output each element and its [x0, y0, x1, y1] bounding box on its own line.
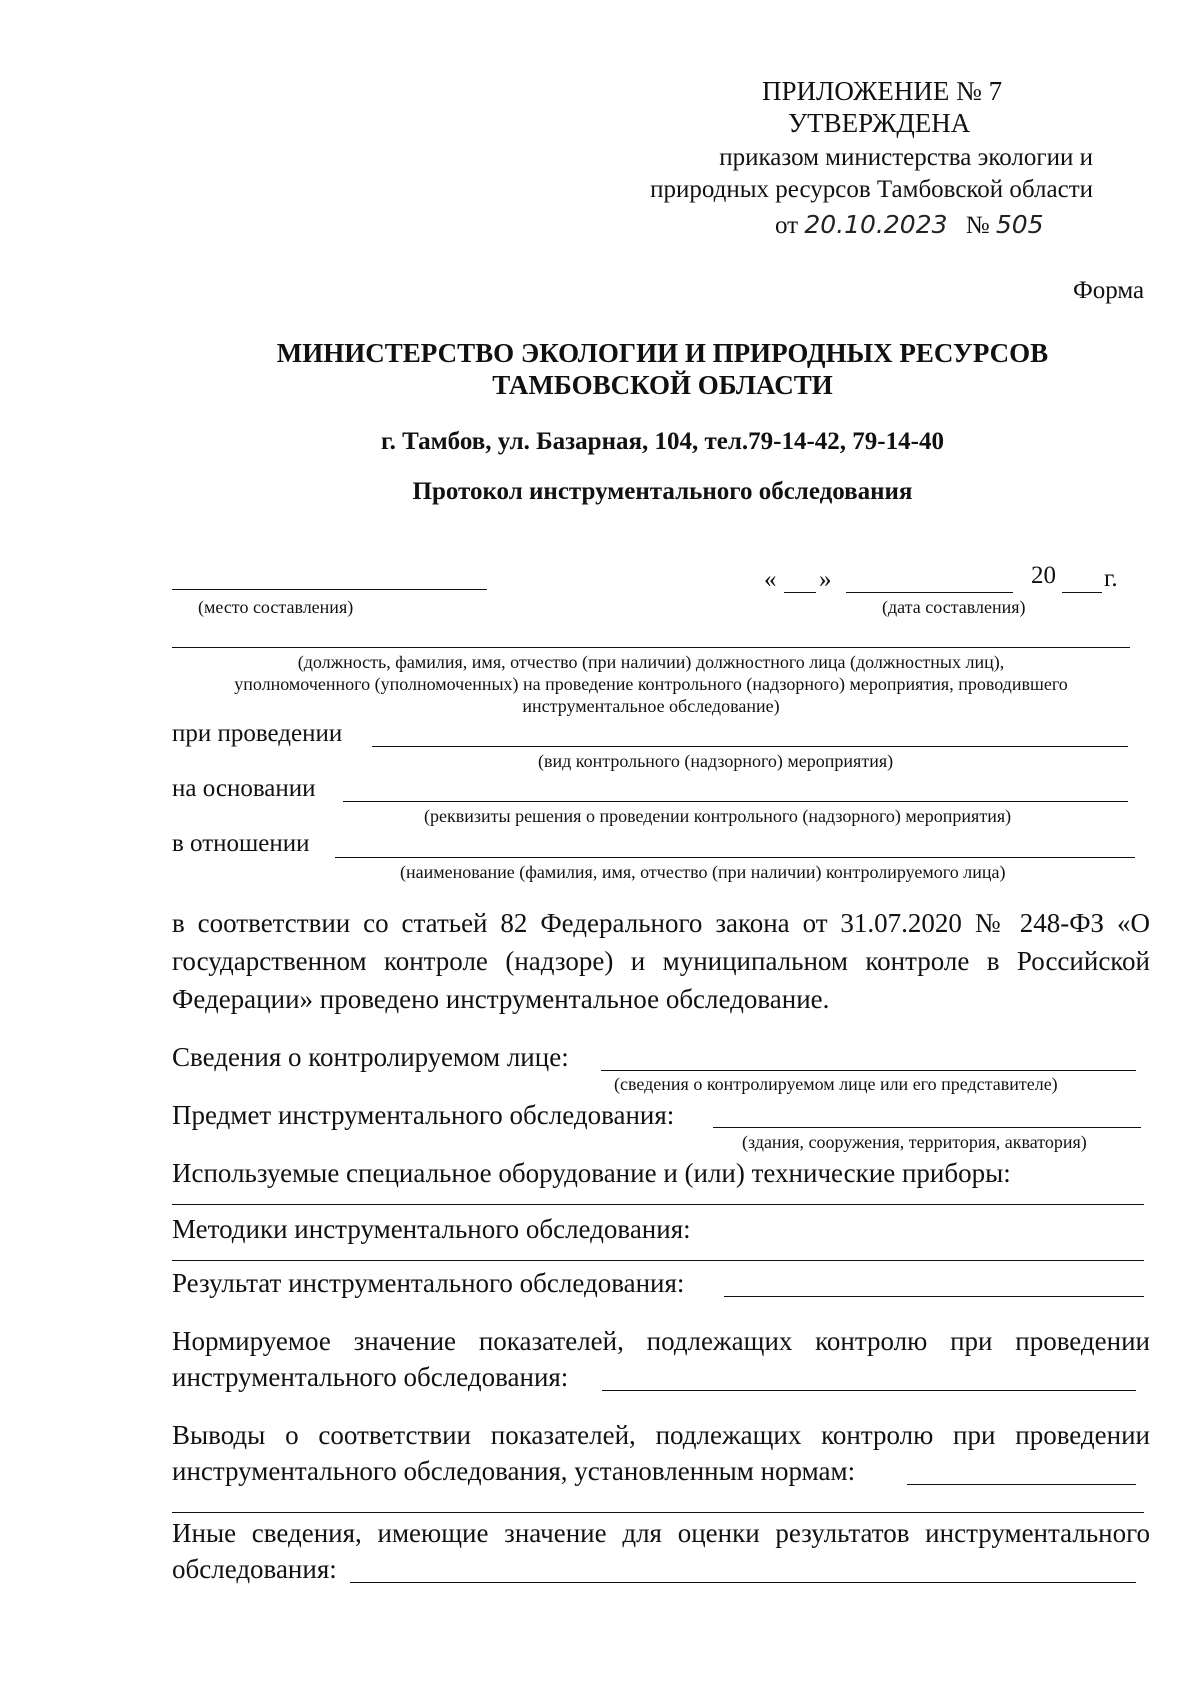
other-line[interactable] [350, 1582, 1136, 1583]
approved-label: УТВЕРЖДЕНА [788, 108, 971, 138]
person-line[interactable] [601, 1070, 1136, 1071]
from-label: от [775, 212, 799, 239]
place-caption: (место составления) [198, 597, 354, 617]
subject-line[interactable] [713, 1127, 1141, 1128]
place-line[interactable] [172, 589, 487, 590]
methods-line[interactable] [172, 1260, 1144, 1261]
conclusions-line[interactable] [907, 1484, 1136, 1485]
other-label-line-1: Иные сведения, имеющие значение для оценки результатов инструментального [172, 1518, 1150, 1548]
law-paragraph-line-1: в соответствии со статьей 82 Федерального закона от 31.07.2020 № 248-ФЗ «О [172, 908, 1150, 938]
official-line[interactable] [172, 647, 1130, 648]
conclusions-label-line-1: Выводы о соответствии показателей, подлежащих контролю при проведении [172, 1420, 1150, 1450]
conducting-line[interactable] [372, 746, 1128, 747]
equipment-label: Используемые специальное оборудование и (или) технические приборы: [172, 1158, 1011, 1188]
result-label: Результат инструментального обследования: [172, 1268, 685, 1298]
year-suffix: г. [1104, 565, 1118, 592]
order-line-1: приказом министерства экологии и [719, 144, 1093, 171]
subject-label: Предмет инструментального обследования: [172, 1100, 675, 1130]
law-paragraph-line-2: государственном контроле (надзоре) и муниципальном контроле в Российской [172, 946, 1150, 976]
ministry-name-line-2: ТАМБОВСКОЙ ОБЛАСТИ [492, 370, 833, 400]
conclusions-label-line-2: инструментального обследования, установленным нормам: [172, 1456, 856, 1486]
norm-label-line-1: Нормируемое значение показателей, подлежащих контролю при проведении [172, 1326, 1150, 1356]
official-caption-line-3: инструментальное обследование) [522, 696, 780, 716]
regarding-line[interactable] [335, 857, 1135, 858]
person-caption: (сведения о контролируемом лице или его представителе) [614, 1074, 1058, 1094]
year-line[interactable] [1062, 592, 1102, 593]
conclusions-extra-line[interactable] [172, 1512, 1144, 1513]
number-label: № [965, 212, 990, 239]
norm-label-line-2: инструментального обследования: [172, 1362, 569, 1392]
other-label-line-2: обследования: [172, 1554, 337, 1584]
date-caption: (дата составления) [882, 597, 1026, 617]
regarding-caption: (наименование (фамилия, имя, отчество (при наличии) контролируемого лица) [400, 862, 1006, 882]
ministry-name-line-1: МИНИСТЕРСТВО ЭКОЛОГИИ И ПРИРОДНЫХ РЕСУРСОВ [276, 338, 1049, 368]
methods-label: Методики инструментального обследования: [172, 1214, 691, 1244]
appendix-number: ПРИЛОЖЕНИЕ № 7 [762, 76, 1003, 106]
protocol-title: Протокол инструментального обследования [412, 478, 913, 505]
basis-label: на основании [172, 775, 316, 802]
norm-line[interactable] [602, 1390, 1136, 1391]
form-label: Форма [1073, 277, 1145, 304]
official-caption-line-1: (должность, фамилия, имя, отчество (при наличии) должностного лица (должностных лиц), [297, 652, 1005, 672]
basis-line[interactable] [343, 801, 1128, 802]
official-caption-line-2: уполномоченного (уполномоченных) на проведение контрольного (надзорного) мероприятия, проводившего [234, 674, 1068, 694]
equipment-line[interactable] [172, 1204, 1144, 1205]
conducting-caption: (вид контрольного (надзорного) мероприятия) [538, 751, 894, 771]
conducting-label: при проведении [172, 720, 343, 747]
quote-close: » [819, 566, 832, 593]
person-label: Сведения о контролируемом лице: [172, 1042, 569, 1072]
law-paragraph-line-3: Федерации» проведено инструментальное обследование. [172, 984, 830, 1014]
subject-caption: (здания, сооружения, территория, акватория) [742, 1132, 1087, 1152]
handwritten-date: 20.10.2023 [804, 210, 948, 239]
order-line-2: природных ресурсов Тамбовской области [650, 176, 1093, 203]
handwritten-number: 505 [995, 210, 1044, 239]
result-line[interactable] [724, 1296, 1144, 1297]
month-line[interactable] [846, 592, 1013, 593]
regarding-label: в отношении [172, 830, 310, 857]
ministry-address: г. Тамбов, ул. Базарная, 104, тел.79-14-42, 79-14-40 [381, 428, 944, 455]
order-date-row [775, 210, 1044, 240]
quote-open: « [764, 566, 777, 593]
year-prefix: 20 [1031, 562, 1056, 589]
basis-caption: (реквизиты решения о проведении контрольного (надзорного) мероприятия) [424, 806, 1012, 826]
day-line[interactable] [784, 592, 816, 593]
